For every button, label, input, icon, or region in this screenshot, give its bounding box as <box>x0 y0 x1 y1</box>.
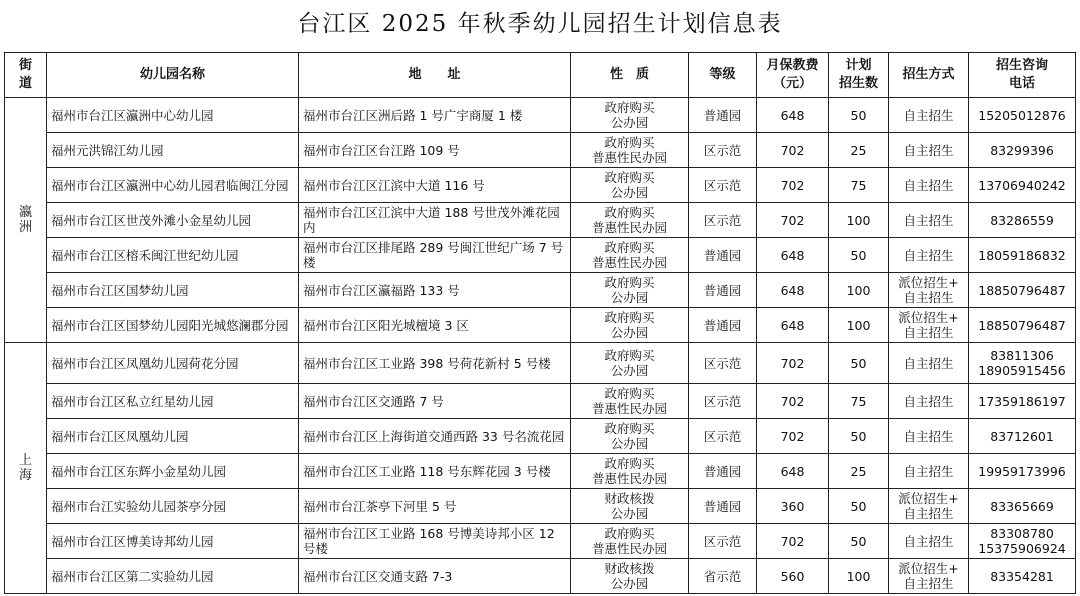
address-cell: 福州市台江茶亭下河里 5 号 <box>299 489 571 524</box>
enrollment-method-cell: 派位招生+ 自主招生 <box>889 559 969 594</box>
enrollment-method-cell: 派位招生+ 自主招生 <box>889 308 969 343</box>
address-cell: 福州市台江区台江路 109 号 <box>299 133 571 168</box>
monthly-fee-cell: 360 <box>757 489 829 524</box>
nature-cell: 政府购买 普惠性民办园 <box>571 454 689 489</box>
grade-cell: 普通园 <box>689 308 757 343</box>
grade-cell: 区示范 <box>689 524 757 559</box>
address-cell: 福州市台江区瀛福路 133 号 <box>299 273 571 308</box>
table-row <box>5 203 1076 238</box>
enrollment-method-cell: 自主招生 <box>889 343 969 384</box>
nature-cell: 政府购买 普惠性民办园 <box>571 203 689 238</box>
monthly-fee-cell: 648 <box>757 454 829 489</box>
enrollment-method-cell: 自主招生 <box>889 203 969 238</box>
table-row <box>5 343 1076 384</box>
grade-cell: 普通园 <box>689 489 757 524</box>
table-row <box>5 238 1076 273</box>
nature-cell: 政府购买 普惠性民办园 <box>571 238 689 273</box>
phone-cell: 83712601 <box>969 419 1076 454</box>
planned-enrollment-cell: 50 <box>829 238 889 273</box>
monthly-fee-cell: 702 <box>757 419 829 454</box>
enrollment-method-cell: 自主招生 <box>889 384 969 419</box>
enrollment-table <box>4 52 1076 594</box>
enrollment-method-cell: 自主招生 <box>889 133 969 168</box>
table-row <box>5 454 1076 489</box>
planned-enrollment-cell: 50 <box>829 489 889 524</box>
kindergarten-name-cell: 福州元洪锦江幼儿园 <box>47 133 299 168</box>
enrollment-method-cell: 派位招生+ 自主招生 <box>889 489 969 524</box>
phone-cell: 83811306 18905915456 <box>969 343 1076 384</box>
monthly-fee-cell: 648 <box>757 238 829 273</box>
phone-cell: 13706940242 <box>969 168 1076 203</box>
kindergarten-name-cell: 福州市台江区东辉小金星幼儿园 <box>47 454 299 489</box>
address-cell: 福州市台江区工业路 398 号荷花新村 5 号楼 <box>299 343 571 384</box>
phone-cell: 15205012876 <box>969 98 1076 133</box>
kindergarten-name-cell: 福州市台江区凤凰幼儿园 <box>47 419 299 454</box>
kindergarten-name-cell: 福州市台江区国梦幼儿园 <box>47 273 299 308</box>
header-address: 地 址 <box>299 53 571 98</box>
nature-cell: 政府购买 公办园 <box>571 343 689 384</box>
enrollment-method-cell: 自主招生 <box>889 98 969 133</box>
address-cell: 福州市台江区江滨中大道 188 号世茂外滩花园内 <box>299 203 571 238</box>
grade-cell: 普通园 <box>689 273 757 308</box>
header-name: 幼儿园名称 <box>47 53 299 98</box>
phone-cell: 18059186832 <box>969 238 1076 273</box>
enrollment-method-cell: 自主招生 <box>889 454 969 489</box>
street-cell: 瀛 洲 <box>5 98 47 343</box>
phone-cell: 83308780 15375906924 <box>969 524 1076 559</box>
header-plan: 计划 招生数 <box>829 53 889 98</box>
planned-enrollment-cell: 75 <box>829 384 889 419</box>
address-cell: 福州市台江区交通支路 7-3 <box>299 559 571 594</box>
kindergarten-name-cell: 福州市台江区第二实验幼儿园 <box>47 559 299 594</box>
monthly-fee-cell: 560 <box>757 559 829 594</box>
kindergarten-name-cell: 福州市台江区瀛洲中心幼儿园 <box>47 98 299 133</box>
table-row <box>5 308 1076 343</box>
table-body <box>5 98 1076 594</box>
planned-enrollment-cell: 100 <box>829 203 889 238</box>
street-cell: 上 海 <box>5 343 47 594</box>
grade-cell: 普通园 <box>689 98 757 133</box>
header-method: 招生方式 <box>889 53 969 98</box>
monthly-fee-cell: 702 <box>757 343 829 384</box>
address-cell: 福州市台江区上海街道交通西路 33 号名流花园 <box>299 419 571 454</box>
table-row <box>5 559 1076 594</box>
kindergarten-name-cell: 福州市台江区瀛洲中心幼儿园君临闽江分园 <box>47 168 299 203</box>
header-fee: 月保教费 （元） <box>757 53 829 98</box>
grade-cell: 普通园 <box>689 454 757 489</box>
nature-cell: 政府购买 公办园 <box>571 168 689 203</box>
enrollment-method-cell: 自主招生 <box>889 168 969 203</box>
header-phone: 招生咨询 电话 <box>969 53 1076 98</box>
address-cell: 福州市台江区阳光城檀境 3 区 <box>299 308 571 343</box>
table-row <box>5 168 1076 203</box>
phone-cell: 83286559 <box>969 203 1076 238</box>
planned-enrollment-cell: 50 <box>829 419 889 454</box>
header-nature: 性 质 <box>571 53 689 98</box>
kindergarten-name-cell: 福州市台江区私立红星幼儿园 <box>47 384 299 419</box>
planned-enrollment-cell: 50 <box>829 98 889 133</box>
monthly-fee-cell: 648 <box>757 98 829 133</box>
enrollment-method-cell: 自主招生 <box>889 419 969 454</box>
kindergarten-name-cell: 福州市台江区国梦幼儿园阳光城悠澜郡分园 <box>47 308 299 343</box>
phone-cell: 18850796487 <box>969 273 1076 308</box>
planned-enrollment-cell: 75 <box>829 168 889 203</box>
table-header-row <box>5 53 1076 98</box>
grade-cell: 区示范 <box>689 419 757 454</box>
address-cell: 福州市台江区江滨中大道 116 号 <box>299 168 571 203</box>
nature-cell: 政府购买 普惠性民办园 <box>571 524 689 559</box>
planned-enrollment-cell: 100 <box>829 308 889 343</box>
phone-cell: 83354281 <box>969 559 1076 594</box>
planned-enrollment-cell: 100 <box>829 559 889 594</box>
grade-cell: 区示范 <box>689 168 757 203</box>
nature-cell: 政府购买 普惠性民办园 <box>571 133 689 168</box>
table-row <box>5 98 1076 133</box>
planned-enrollment-cell: 50 <box>829 343 889 384</box>
kindergarten-name-cell: 福州市台江区榕禾闽江世纪幼儿园 <box>47 238 299 273</box>
nature-cell: 政府购买 公办园 <box>571 308 689 343</box>
grade-cell: 区示范 <box>689 384 757 419</box>
nature-cell: 财政核拨 公办园 <box>571 559 689 594</box>
nature-cell: 政府购买 公办园 <box>571 98 689 133</box>
table-row <box>5 524 1076 559</box>
phone-cell: 19959173996 <box>969 454 1076 489</box>
table-row <box>5 133 1076 168</box>
enrollment-method-cell: 自主招生 <box>889 238 969 273</box>
kindergarten-name-cell: 福州市台江区博美诗邦幼儿园 <box>47 524 299 559</box>
planned-enrollment-cell: 25 <box>829 454 889 489</box>
monthly-fee-cell: 648 <box>757 308 829 343</box>
header-street: 街 道 <box>5 53 47 98</box>
kindergarten-name-cell: 福州市台江实验幼儿园茶亭分园 <box>47 489 299 524</box>
table-row <box>5 273 1076 308</box>
page-title: 台江区 2025 年秋季幼儿园招生计划信息表 <box>297 11 783 37</box>
enrollment-method-cell: 派位招生+ 自主招生 <box>889 273 969 308</box>
table-row <box>5 489 1076 524</box>
address-cell: 福州市台江区工业路 168 号博美诗邦小区 12 号楼 <box>299 524 571 559</box>
monthly-fee-cell: 702 <box>757 203 829 238</box>
nature-cell: 政府购买 普惠性民办园 <box>571 384 689 419</box>
planned-enrollment-cell: 50 <box>829 524 889 559</box>
planned-enrollment-cell: 100 <box>829 273 889 308</box>
address-cell: 福州市台江区工业路 118 号东辉花园 3 号楼 <box>299 454 571 489</box>
kindergarten-name-cell: 福州市台江区凤凰幼儿园荷花分园 <box>47 343 299 384</box>
table-row <box>5 384 1076 419</box>
kindergarten-name-cell: 福州市台江区世茂外滩小金星幼儿园 <box>47 203 299 238</box>
phone-cell: 83299396 <box>969 133 1076 168</box>
grade-cell: 区示范 <box>689 343 757 384</box>
planned-enrollment-cell: 25 <box>829 133 889 168</box>
grade-cell: 普通园 <box>689 238 757 273</box>
monthly-fee-cell: 702 <box>757 384 829 419</box>
grade-cell: 区示范 <box>689 203 757 238</box>
table-row <box>5 419 1076 454</box>
address-cell: 福州市台江区排尾路 289 号闽江世纪广场 7 号楼 <box>299 238 571 273</box>
grade-cell: 省示范 <box>689 559 757 594</box>
nature-cell: 政府购买 公办园 <box>571 273 689 308</box>
phone-cell: 18850796487 <box>969 308 1076 343</box>
monthly-fee-cell: 702 <box>757 524 829 559</box>
nature-cell: 财政核拨 公办园 <box>571 489 689 524</box>
header-grade: 等级 <box>689 53 757 98</box>
address-cell: 福州市台江区交通路 7 号 <box>299 384 571 419</box>
grade-cell: 区示范 <box>689 133 757 168</box>
enrollment-method-cell: 自主招生 <box>889 524 969 559</box>
phone-cell: 17359186197 <box>969 384 1076 419</box>
nature-cell: 政府购买 公办园 <box>571 419 689 454</box>
monthly-fee-cell: 648 <box>757 273 829 308</box>
monthly-fee-cell: 702 <box>757 133 829 168</box>
phone-cell: 83365669 <box>969 489 1076 524</box>
monthly-fee-cell: 702 <box>757 168 829 203</box>
address-cell: 福州市台江区洲后路 1 号广宇商厦 1 楼 <box>299 98 571 133</box>
